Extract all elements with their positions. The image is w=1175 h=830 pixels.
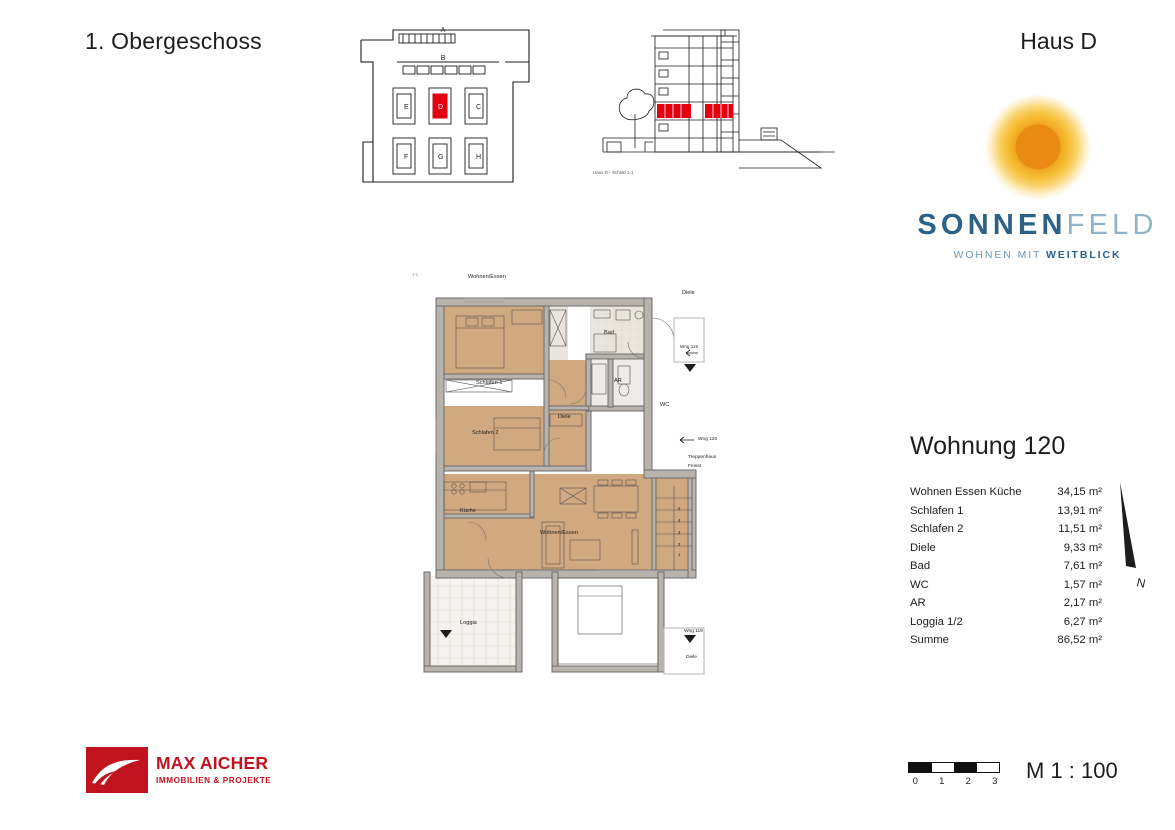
svg-text:3: 3 [678, 530, 681, 535]
room-name: Schlafen 1 [910, 504, 964, 517]
scale-tick: 1 [939, 776, 945, 787]
plan-label: Diele [686, 655, 697, 660]
svg-text:Haus D - Schnitt 1-1: Haus D - Schnitt 1-1 [593, 170, 634, 175]
apartment-title: Wohnung 120 [910, 432, 1066, 460]
plan-label: Wohnen/Essen [540, 530, 578, 536]
sonnenfeld-logo [905, 95, 1170, 261]
room-name: Loggia 1/2 [910, 615, 963, 628]
plan-label: Diele [682, 290, 695, 296]
plan-label: Wng 120 [698, 437, 718, 442]
plan-label: Wng 119 [684, 629, 703, 634]
logo-tagline-strong: WEITBLICK [1046, 249, 1122, 261]
svg-text:1: 1 [678, 552, 681, 557]
room-name: Bad [910, 560, 931, 572]
plan-label: Bad [604, 330, 614, 336]
plan-label: Feinst [688, 464, 702, 469]
plan-label: Küche [460, 508, 476, 514]
logo-wordmark [905, 209, 1170, 242]
room-area: 13,91 m² [1057, 504, 1102, 517]
table-row [910, 557, 1102, 576]
svg-text:H: H [476, 154, 482, 161]
svg-text:G: G [438, 154, 444, 161]
room-name: Schlafen 2 [910, 523, 964, 535]
svg-text:2: 2 [678, 542, 681, 547]
plan-label: Diele [558, 414, 571, 420]
table-row [910, 502, 1102, 521]
plan-label: AR [614, 378, 622, 384]
company-name: MAX AICHER [156, 753, 269, 773]
svg-text:C: C [476, 104, 482, 111]
room-area: 1,57 m² [1063, 578, 1102, 591]
max-aicher-logo [86, 747, 276, 795]
plan-label: Wohnen/Essen [468, 274, 506, 280]
table-row [910, 483, 1102, 502]
scale-bar-blocks [908, 762, 1000, 773]
page-title-house: Haus D [1020, 28, 1097, 54]
room-name: AR [910, 597, 926, 609]
company-subtitle: IMMOBILIEN & PROJEKTE [156, 776, 272, 785]
logo-tagline [905, 249, 1170, 261]
scale-bar [908, 762, 1008, 787]
scale-tick: 2 [965, 776, 971, 787]
plan-label: Schlafen 2 [472, 430, 499, 436]
room-name: Wohnen Essen Küche [910, 486, 1022, 498]
room-area: 7,61 m² [1063, 560, 1102, 572]
room-name: Diele [910, 541, 936, 554]
svg-text:5: 5 [678, 506, 681, 511]
logo-wordmark-light: FELD [1066, 209, 1158, 241]
room-area: 34,15 m² [1057, 486, 1102, 498]
room-name: WC [910, 578, 929, 591]
swoosh-icon [86, 747, 148, 793]
table-row [910, 520, 1102, 539]
floor-plan [408, 258, 728, 698]
plan-label: Treppenhaus [688, 455, 717, 460]
svg-text:1-1: 1-1 [412, 272, 419, 277]
svg-text:D: D [438, 104, 444, 111]
room-area: 86,52 m² [1057, 634, 1102, 646]
sun-icon [984, 95, 1092, 203]
scale-block [932, 763, 955, 772]
table-row [910, 613, 1102, 632]
svg-text:B: B [440, 55, 446, 62]
svg-text:E: E [404, 104, 409, 111]
room-area: 11,51 m² [1058, 523, 1102, 535]
scale-block [909, 763, 932, 772]
room-area: 2,17 m² [1063, 597, 1102, 609]
table-row [910, 576, 1102, 595]
page-title-floor: 1. Obergeschoss [85, 28, 262, 54]
logo-text [156, 753, 271, 785]
scale-label: M 1 : 100 [1026, 758, 1118, 783]
table-row-total [910, 631, 1102, 650]
svg-text:A: A [440, 27, 446, 34]
plan-label: Schlafen 1 [476, 380, 503, 386]
svg-text:F: F [404, 154, 409, 161]
logo-mark [86, 747, 148, 793]
table-row [910, 594, 1102, 613]
scale-bar-ticks [902, 776, 1008, 787]
north-arrow-icon [1112, 482, 1152, 602]
plan-label: Wng 115 [680, 344, 699, 349]
plan-label: Loggia [460, 620, 477, 626]
room-area: 6,27 m² [1063, 615, 1102, 628]
scale-tick: 0 [912, 776, 918, 787]
logo-tagline-pre: WOHNEN MIT [953, 249, 1046, 261]
room-area: 9,33 m² [1063, 541, 1102, 554]
area-table [910, 483, 1102, 650]
room-name: Summe [910, 634, 949, 646]
scale-tick: 3 [992, 776, 998, 787]
svg-text:4: 4 [678, 518, 681, 523]
site-key-plan [333, 22, 558, 192]
table-row [910, 539, 1102, 558]
scale-block [954, 763, 977, 772]
plan-label: WC [660, 402, 670, 408]
section-plan [585, 22, 860, 187]
scale-block [977, 763, 1000, 772]
logo-wordmark-strong: SONNEN [917, 209, 1067, 241]
svg-text:N: N [1135, 575, 1147, 591]
